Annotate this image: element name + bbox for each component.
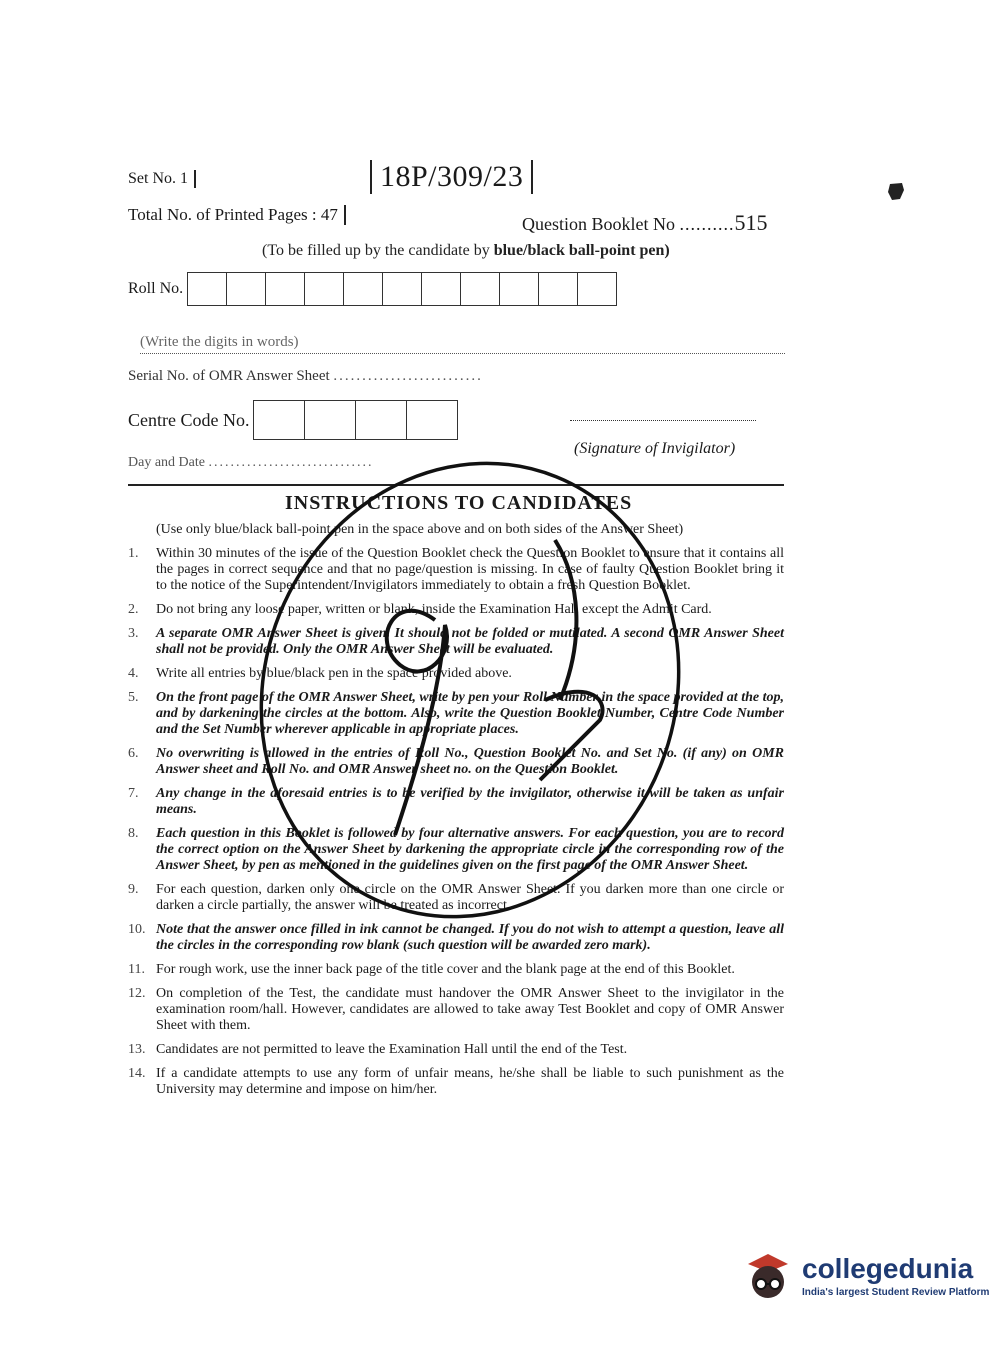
centre-code-boxes[interactable] — [253, 400, 458, 440]
instruction-text: On the front page of the OMR Answer Sheet, write by pen your Roll Number in the space provided at the top, and by darkening the circles at the bottom. Also, write the Question Booklet Number, Centre Code Number and the Set Number wherever applicable in appropriate places. — [156, 690, 784, 737]
instruction-item — [128, 986, 784, 1034]
centre-code-label: Centre Code No. — [128, 409, 250, 430]
omr-serial-dots[interactable]: .......................... — [333, 368, 483, 384]
roll-digit-box[interactable] — [539, 272, 578, 306]
paper-code: 18P/309/23 — [370, 160, 533, 194]
centre-digit-box[interactable] — [407, 400, 458, 440]
instruction-number: 13. — [128, 1042, 146, 1057]
instruction-number: 2. — [128, 602, 139, 617]
instruction-number — [128, 522, 156, 538]
instruction-item — [128, 1042, 784, 1058]
instruction-number: 1. — [128, 546, 139, 561]
centre-digit-box[interactable] — [356, 400, 407, 440]
centre-digit-box[interactable] — [305, 400, 356, 440]
instruction-text: (Use only blue/black ball-point pen in the space above and on both sides of the Answer Sheet) — [156, 522, 684, 537]
instruction-text: Each question in this Booklet is followed by four alternative answers. For each question, you are to record the correct option on the Answer Sheet by darkening the appropriate circle in the corresponding row of the Answer Sheet, by pen as mentioned in the guidelines given on the first page of the OMR Answer Sheet. — [156, 826, 784, 873]
roll-digit-box[interactable] — [422, 272, 461, 306]
signature-line[interactable] — [570, 420, 756, 421]
instruction-number: 3. — [128, 626, 139, 641]
instructions-heading: INSTRUCTIONS TO CANDIDATES — [285, 492, 633, 514]
omr-serial-field — [128, 368, 483, 385]
instruction-item — [128, 626, 784, 658]
brand-tagline: India's largest Student Review Platform — [802, 1286, 990, 1298]
roll-number-row — [128, 272, 617, 306]
fill-note — [262, 242, 670, 260]
total-printed-pages: Total No. of Printed Pages : 47 — [128, 205, 346, 225]
instruction-number: 7. — [128, 786, 139, 801]
instruction-text: On completion of the Test, the candidate must handover the OMR Answer Sheet to the invigilator in the examination room/hall. However, candidates are allowed to take away Test Booklet and copy of OMR Answer Sheet with them. — [156, 986, 784, 1033]
instruction-item — [128, 746, 784, 778]
roll-digit-box[interactable] — [383, 272, 422, 306]
instruction-item — [128, 690, 784, 738]
scan-speck — [886, 180, 906, 202]
instruction-item — [128, 546, 784, 594]
instruction-number: 10. — [128, 922, 146, 937]
instruction-item — [128, 602, 784, 618]
roll-digit-box[interactable] — [305, 272, 344, 306]
collegedunia-logo — [742, 1250, 989, 1302]
instruction-text: For rough work, use the inner back page of the title cover and the blank page at the end of this Booklet. — [156, 962, 735, 977]
instruction-item — [128, 922, 784, 954]
set-number: Set No. 1 — [128, 170, 196, 188]
roll-digit-box[interactable] — [187, 272, 227, 306]
day-date-field — [128, 455, 373, 471]
instruction-text: A separate OMR Answer Sheet is given. It should not be folded or mutilated. A second OMR Answer Sheet shall not be provided. Only the OMR Answer Sheet will be evaluated. — [156, 626, 784, 657]
instruction-text: Note that the answer once filled in ink cannot be changed. If you do not wish to attempt a question, leave all the circles in the corresponding row blank (such question will be awarded zero mark). — [156, 922, 784, 953]
instruction-item — [128, 882, 784, 914]
roll-number-boxes[interactable] — [187, 272, 617, 306]
centre-digit-box[interactable] — [253, 400, 305, 440]
question-booklet-value: 515 — [734, 210, 768, 235]
instruction-number: 6. — [128, 746, 139, 761]
section-divider — [128, 484, 784, 486]
roll-digit-box[interactable] — [500, 272, 539, 306]
instructions-list — [128, 522, 784, 1106]
fill-note-bold: blue/black ball-point pen) — [493, 242, 670, 259]
instruction-item — [128, 522, 784, 538]
instruction-number: 4. — [128, 666, 139, 681]
instruction-text: No overwriting is allowed in the entries of Roll No., Question Booklet No. and Set No. (if any) on OMR Answer sheet and Roll No. and OMR Answer sheet no. on the Question Booklet. — [156, 746, 784, 777]
roll-digit-box[interactable] — [461, 272, 500, 306]
instruction-number: 14. — [128, 1066, 146, 1081]
roll-digit-box[interactable] — [227, 272, 266, 306]
roll-digit-box[interactable] — [344, 272, 383, 306]
instruction-text: Write all entries by blue/black pen in the space provided above. — [156, 666, 512, 681]
roll-number-label: Roll No. — [128, 280, 184, 297]
instruction-text: Do not bring any loose paper, written or blank, inside the Examination Hall except the Admit Card. — [156, 602, 712, 617]
instruction-item — [128, 666, 784, 682]
instruction-number: 11. — [128, 962, 145, 977]
brand-name: collegedunia — [802, 1252, 974, 1284]
mascot-icon — [742, 1250, 794, 1302]
question-booklet-number — [522, 210, 768, 236]
roll-number-words-field[interactable]: (Write the digits in words) — [140, 334, 785, 354]
instruction-number: 12. — [128, 986, 146, 1001]
omr-serial-label: Serial No. of OMR Answer Sheet — [128, 368, 330, 384]
instruction-text: Candidates are not permitted to leave the Examination Hall until the end of the Test. — [156, 1042, 628, 1057]
instruction-text: If a candidate attempts to use any form of unfair means, he/she shall be liable to such punishment as the University may determine and impose on him/her. — [156, 1066, 784, 1097]
centre-code-row — [128, 400, 458, 440]
instruction-number: 9. — [128, 882, 139, 897]
fill-note-prefix: (To be filled up by the candidate by — [262, 242, 494, 259]
signature-label: (Signature of Invigilator) — [574, 440, 736, 457]
day-date-dots[interactable]: .............................. — [208, 455, 374, 470]
instruction-item — [128, 1066, 784, 1098]
roll-digit-box[interactable] — [578, 272, 617, 306]
instruction-text: Any change in the aforesaid entries is to be verified by the invigilator, otherwise it will be taken as unfair means. — [156, 786, 784, 817]
instruction-number: 8. — [128, 826, 139, 841]
instruction-item — [128, 786, 784, 818]
instruction-text: For each question, darken only one circle on the OMR Answer Sheet. If you darken more than one circle or darken a circle partially, the answer will be treated as incorrect. — [156, 882, 784, 913]
instruction-number: 5. — [128, 690, 139, 705]
instruction-item — [128, 962, 784, 978]
question-booklet-dots: .......... — [679, 214, 735, 234]
roll-digit-box[interactable] — [266, 272, 305, 306]
instruction-item — [128, 826, 784, 874]
instruction-text: Within 30 minutes of the issue of the Question Booklet check the Question Booklet to ensure that it contains all the pages in correct sequence and that no page/question is missing. In case of faulty Question Booklet bring it to the notice of the Superintendent/Invigilators immediately to obtain a fresh Question Booklet. — [156, 546, 784, 593]
question-booklet-label: Question Booklet No — [522, 214, 675, 234]
day-date-label: Day and Date — [128, 455, 205, 470]
